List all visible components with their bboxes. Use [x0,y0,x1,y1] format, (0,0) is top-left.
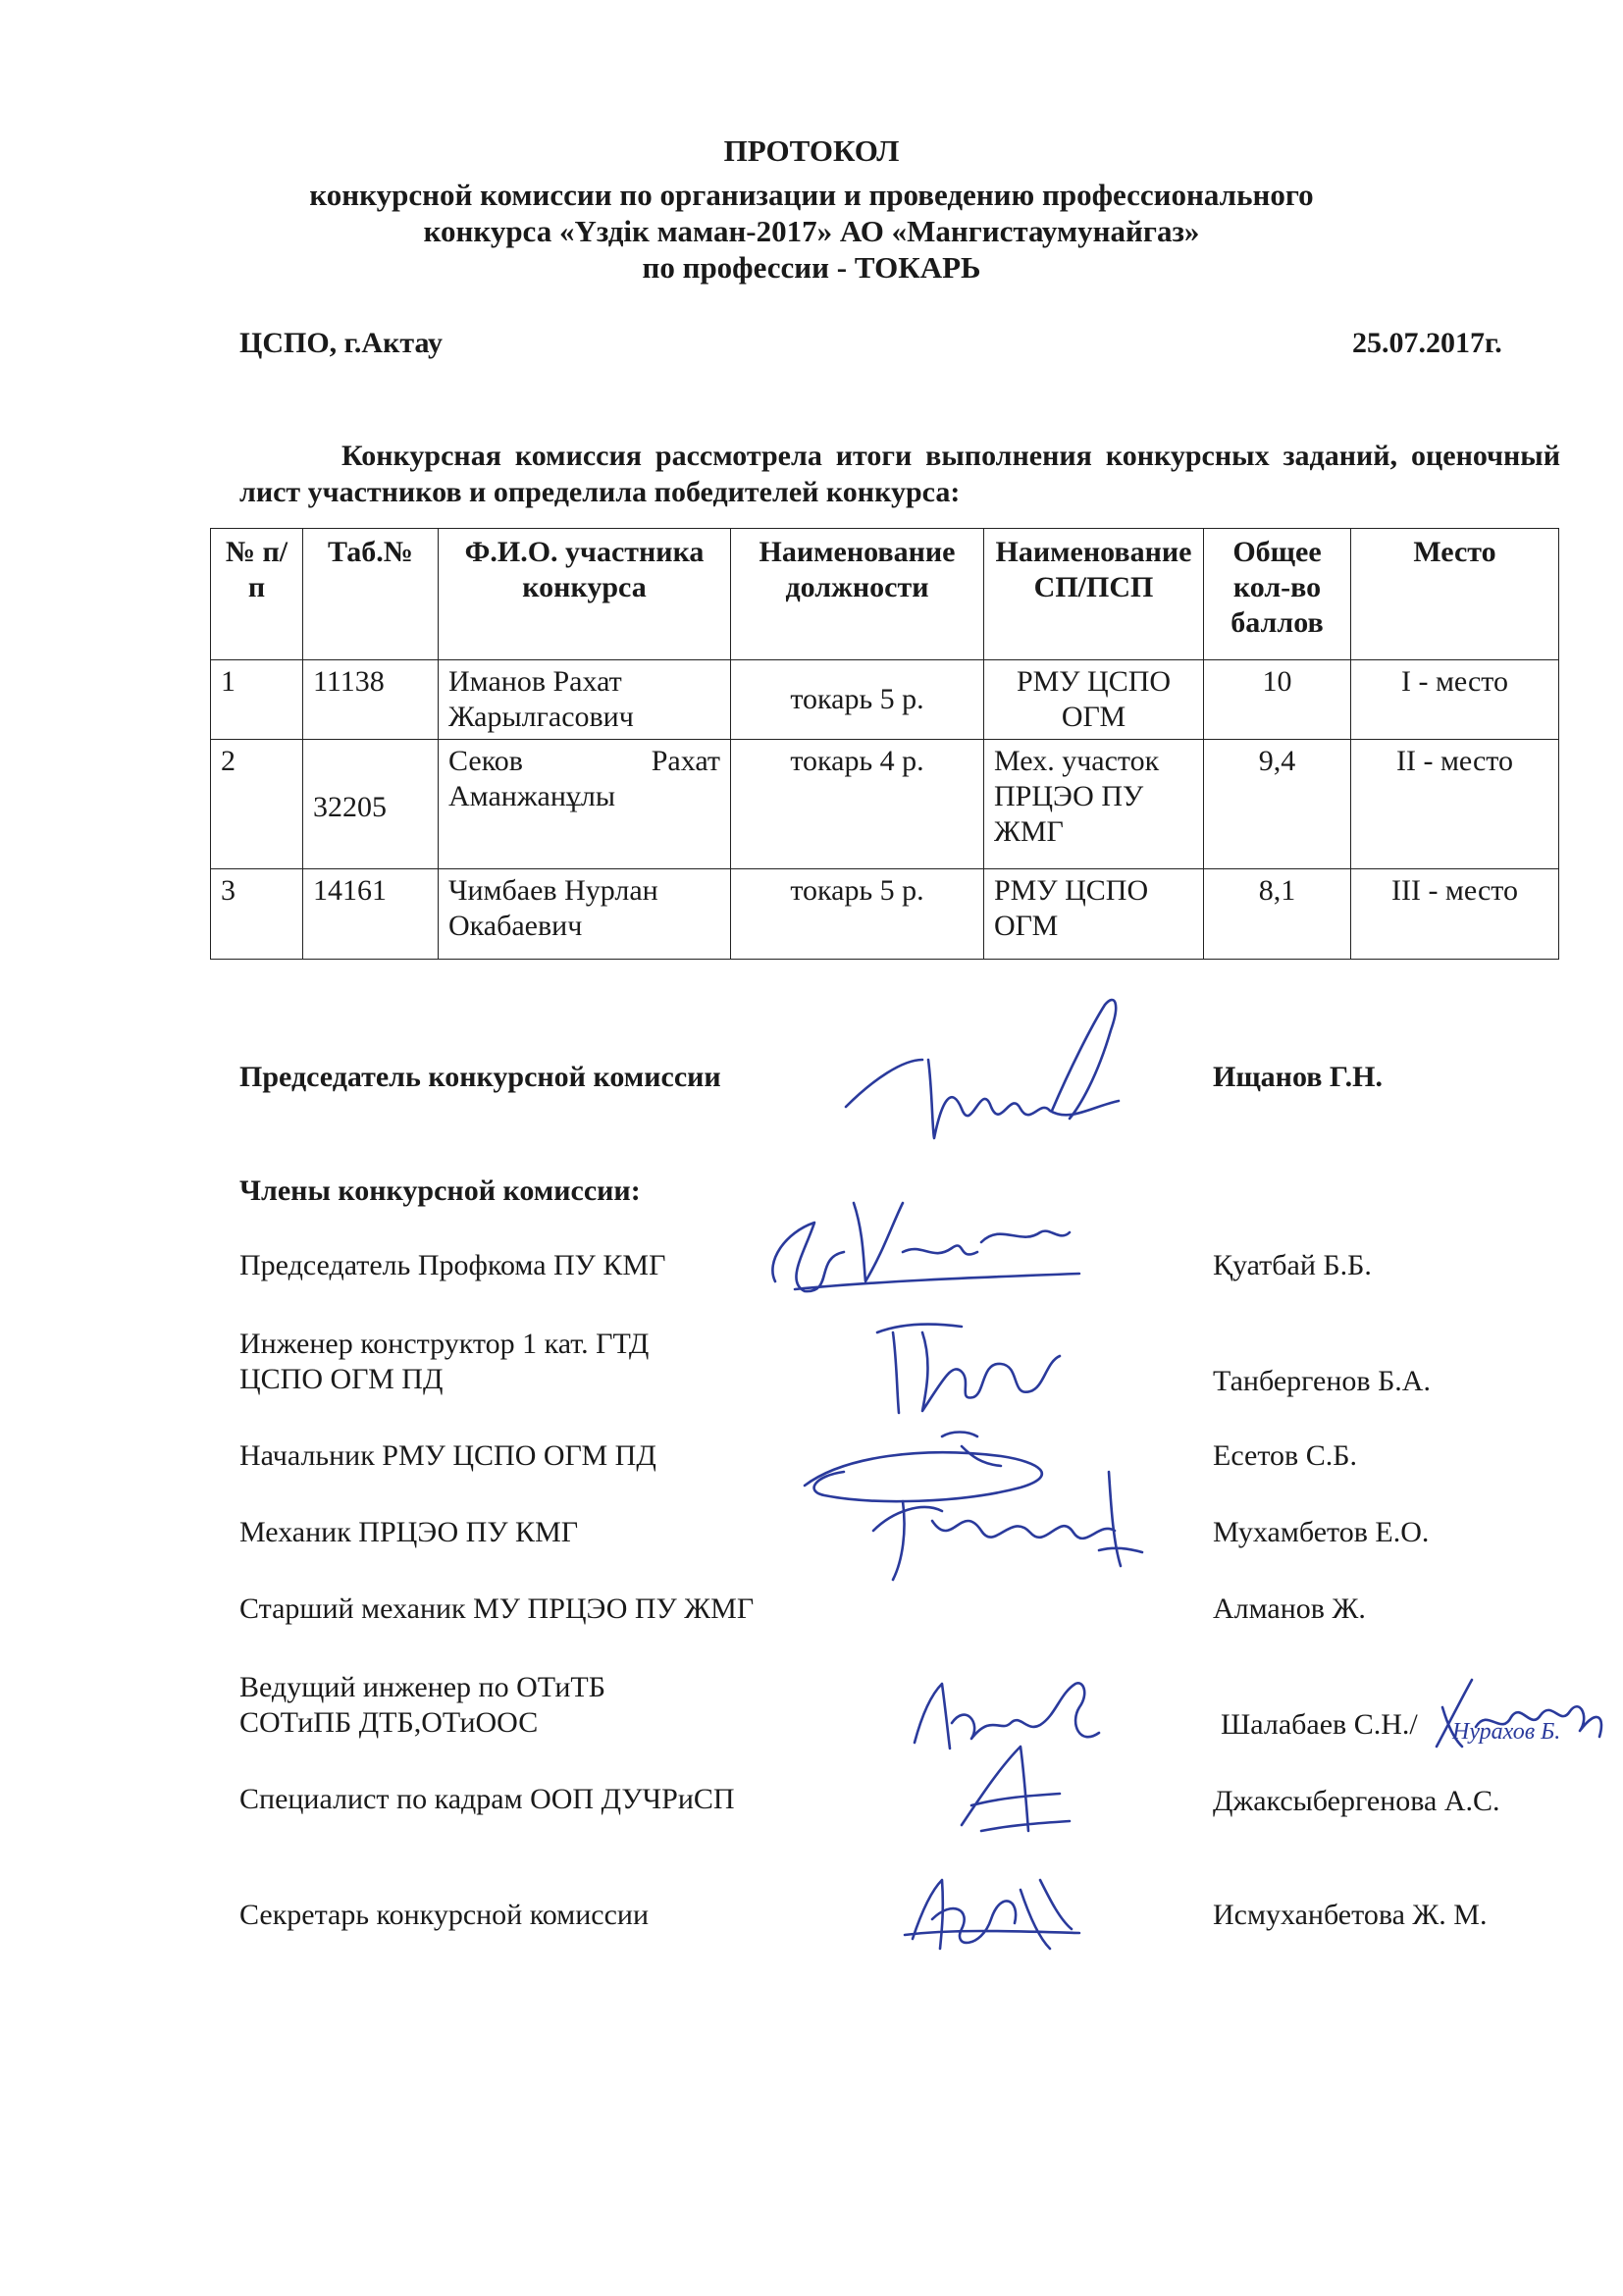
cell-position: токарь 5 р. [731,869,984,960]
member-role: Механик ПРЦЭО ПУ КМГ [239,1516,579,1548]
table-row [211,740,1559,869]
table-row [211,660,1559,740]
document-title: ПРОТОКОЛ [723,133,900,168]
col-header-num: № п/п [211,529,303,660]
subtitle-line-1: конкурсной комиссии по организации и проведению профессионального [309,178,1314,212]
cell-num: 3 [211,869,303,960]
col-header-score: Общее кол-во баллов [1204,529,1351,660]
subtitle-line-2: конкурса «Үздік маман-2017» АО «Мангистаумунайгаз» [423,214,1200,248]
cell-tab: 14161 [303,869,439,960]
cell-place: III - место [1351,869,1559,960]
member-name: Танбергенов Б.А. [1213,1365,1431,1397]
member-name: Мухамбетов Е.О. [1213,1516,1430,1548]
members-heading: Члены конкурсной комиссии: [239,1174,641,1207]
intro-paragraph: Конкурсная комиссия рассмотрела итоги выполнения конкурсных заданий, оценочный лист участников и определила победителей конкурса: [239,440,1560,508]
results-table [210,528,1559,960]
member-role: Инженер конструктор 1 кат. ГТД [239,1328,650,1360]
member-role: Председатель Профкома ПУ КМГ [239,1249,666,1281]
cell-tab: 11138 [303,660,439,740]
cell-score: 8,1 [1204,869,1351,960]
cell-score: 9,4 [1204,740,1351,869]
member-name: Джаксыбергенова А.С. [1213,1785,1500,1817]
secretary-title: Секретарь конкурсной комиссии [239,1899,649,1931]
cell-tab: 32205 [303,740,439,869]
chairman-name: Ищанов Г.Н. [1213,1061,1383,1093]
cell-num: 1 [211,660,303,740]
member-signature [942,1737,1079,1845]
chairman-signature [834,991,1158,1158]
member-role-line2: СОТиПБ ДТБ,ОТиООС [239,1706,539,1739]
col-header-position: Наименование должности [731,529,984,660]
cell-score: 10 [1204,660,1351,740]
member-name: Қуатбай Б.Б. [1213,1249,1372,1281]
secretary-signature [893,1860,1089,1968]
member-role: Старший механик МУ ПРЦЭО ПУ ЖМГ [239,1592,755,1625]
cell-unit: РМУ ЦСПО ОГМ [984,869,1204,960]
date: 25.07.2017г. [1352,327,1502,359]
member-name: Алманов Ж. [1213,1592,1366,1625]
cell-name: Чимбаев Нурлан Окабаевич [439,869,731,960]
member-role: Ведущий инженер по ОТиТБ [239,1671,605,1703]
col-header-name: Ф.И.О. участника конкурса [439,529,731,660]
member-signature [864,1303,1079,1431]
cell-name: Иманов Рахат Жарылгасович [439,660,731,740]
table-row [211,869,1559,960]
col-header-place: Место [1351,529,1559,660]
cell-name: Секов Рахат Аманжанұлы [439,740,731,869]
cell-position: токарь 4 р. [731,740,984,869]
member-role-line2: ЦСПО ОГМ ПД [239,1363,444,1395]
cell-unit: Мех. участок ПРЦЭО ПУ ЖМГ [984,740,1204,869]
secretary-name: Исмуханбетова Ж. М. [1213,1899,1488,1931]
member-signature [756,1164,1089,1311]
cell-place: II - место [1351,740,1559,869]
member-name: Шалабаев С.Н./ [1221,1708,1418,1741]
chairman-title: Председатель конкурсной комиссии [239,1061,721,1093]
table-header-row [211,529,1559,660]
cell-unit: РМУ ЦСПО ОГМ [984,660,1204,740]
col-header-unit: Наименование СП/ПСП [984,529,1204,660]
member-role: Специалист по кадрам ООП ДУЧРиСП [239,1783,735,1815]
member-signature [864,1462,1148,1590]
place: ЦСПО, г.Актау [239,327,443,359]
handwritten-note-text: Нурахов Б. [1452,1719,1561,1745]
member-role: Начальник РМУ ЦСПО ОГМ ПД [239,1439,656,1472]
cell-num: 2 [211,740,303,869]
col-header-tab: Таб.№ [303,529,439,660]
cell-place: I - место [1351,660,1559,740]
member-name: Есетов С.Б. [1213,1439,1357,1472]
cell-position: токарь 5 р. [731,660,984,740]
subtitle-line-3: по профессии - ТОКАРЬ [642,250,981,285]
handwritten-note [1433,1668,1609,1756]
